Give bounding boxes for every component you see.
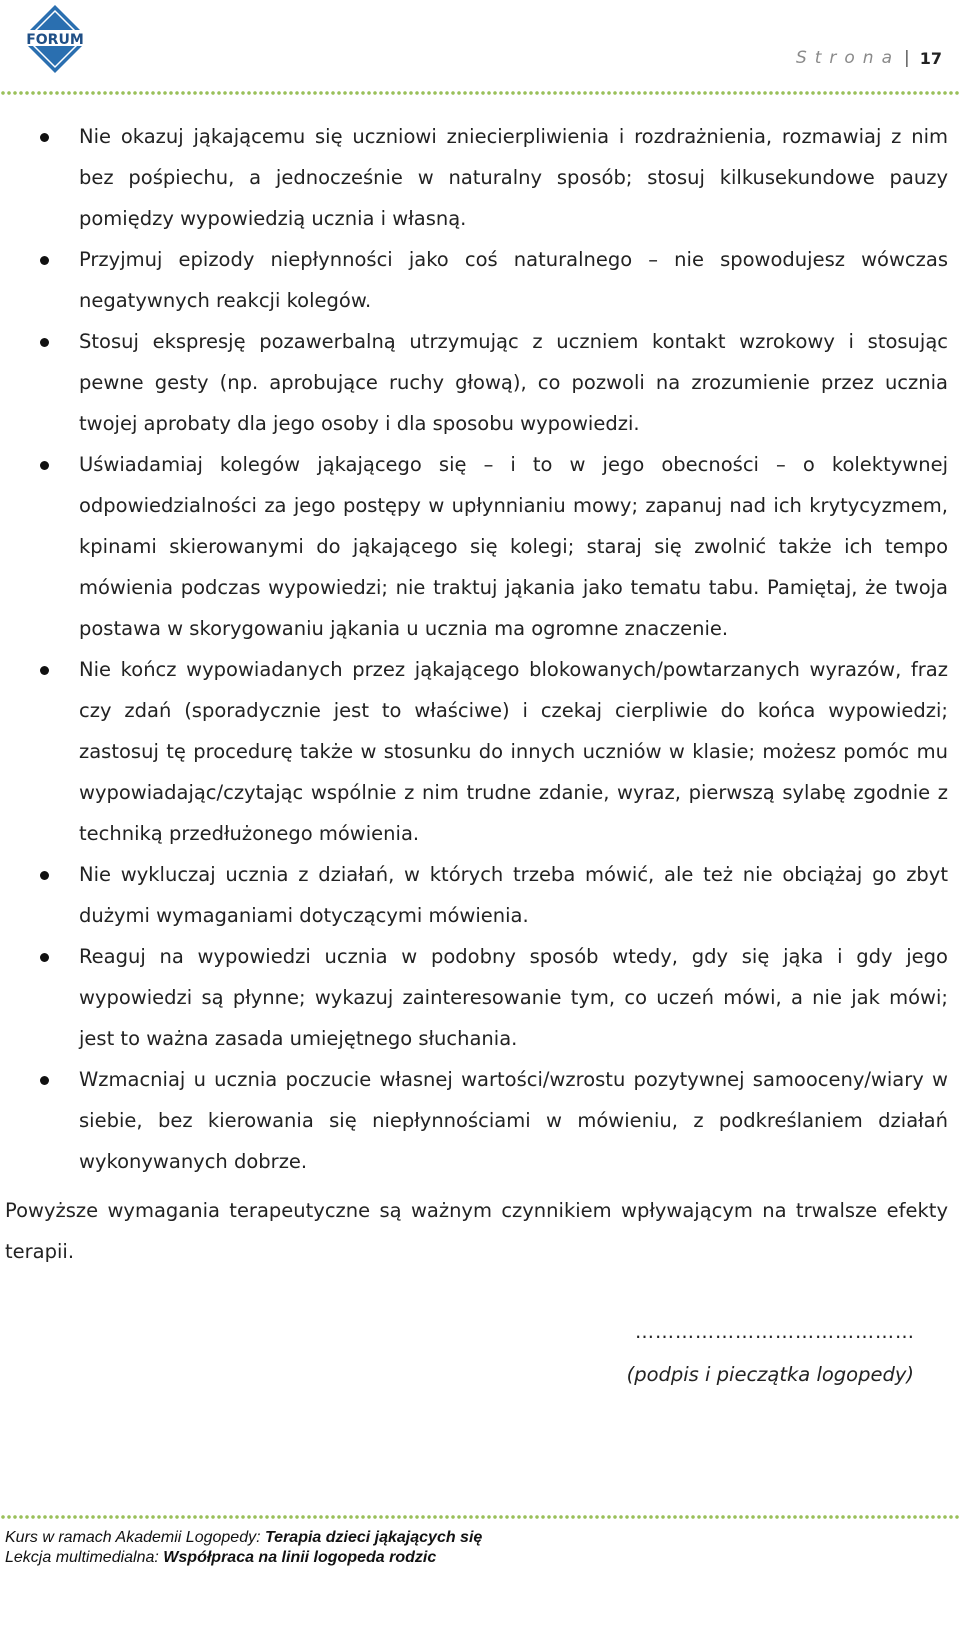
- list-item: [0, 854, 948, 936]
- footer-course-prefix: Kurs w ramach Akademii Logopedy:: [5, 1529, 265, 1546]
- footer-divider: [0, 1514, 960, 1520]
- page-indicator: [796, 48, 942, 68]
- page-number: 17: [919, 48, 942, 68]
- main-content: [0, 116, 948, 1292]
- signature-line: ……………………………………: [635, 1321, 915, 1343]
- bullet-icon: [40, 256, 49, 265]
- list-item-text: Reaguj na wypowiedzi ucznia w podobny sposób wtedy, gdy się jąka i gdy jego wypowiedzi są płynne; wykazuj zainteresowanie tym, co uczeń mówi, a nie jak mówi; jest to ważna zasada umiejętnego słuchania.: [79, 945, 948, 1050]
- list-item: [0, 116, 948, 239]
- list-item: [0, 936, 948, 1059]
- signature-label: (podpis i pieczątka logopedy): [626, 1363, 914, 1386]
- footer-lesson-prefix: Lekcja multimedialna:: [5, 1549, 164, 1566]
- footer-lesson-title: Współpraca na linii logopeda rodzic: [163, 1549, 437, 1566]
- list-item-text: Przyjmuj epizody niepłynności jako coś naturalnego – nie spowodujesz wówczas negatywnych reakcji kolegów.: [79, 248, 948, 312]
- list-item-text: Nie okazuj jąkającemu się uczniowi zniecierpliwienia i rozdrażnienia, rozmawiaj z nim bez pośpiechu, a jednocześnie w naturalny sposób; stosuj kilkusekundowe pauzy pomiędzy wypowiedzią ucznia i własną.: [79, 125, 948, 230]
- recommendation-list: [0, 116, 948, 1182]
- list-item: [0, 239, 948, 321]
- list-item: [0, 444, 948, 649]
- list-item-text: Uświadamiaj kolegów jąkającego się – i to w jego obecności – o kolektywnej odpowiedzialności za jego postępy w upłynnianiu mowy; zapanuj nad ich krytycyzmem, kpinami skierowanymi do jąkającego się kolegi; staraj się zwolnić także ich tempo mówienia podczas wypowiedzi; nie traktuj jąkania jako tematu tabu. Pamiętaj, że twoja postawa w skorygowaniu jąkania u ucznia ma ogromne znaczenie.: [79, 453, 948, 640]
- bullet-icon: [40, 953, 49, 962]
- closing-paragraph: Powyższe wymagania terapeutyczne są ważnym czynnikiem wpływającym na trwalsze efekty terapii.: [5, 1199, 948, 1263]
- list-item-text: Wzmacniaj u ucznia poczucie własnej wartości/wzrostu pozytywnej samooceny/wiary w siebie, bez kierowania się niepłynnościami w mówieniu, z podkreślaniem działań wykonywanych dobrze.: [79, 1068, 948, 1173]
- footer: [5, 1528, 482, 1568]
- footer-lesson-line: [5, 1548, 482, 1568]
- bullet-icon: [40, 133, 49, 142]
- page-word: Strona: [795, 48, 900, 68]
- list-item-text: Nie wykluczaj ucznia z działań, w których trzeba mówić, ale też nie obciążaj go zbyt dużymi wymaganiami dotyczącymi mówienia.: [79, 863, 948, 927]
- bullet-icon: [40, 1076, 49, 1085]
- footer-course-line: [5, 1528, 482, 1548]
- bullet-icon: [40, 666, 49, 675]
- list-item: [0, 321, 948, 444]
- page-separator: |: [904, 48, 910, 68]
- list-item-text: Nie kończ wypowiadanych przez jąkającego blokowanych/powtarzanych wyrazów, fraz czy zdań (sporadycznie jest to właściwe) i czekaj cierpliwie do końca wypowiedzi; zastosuj tę procedurę także w stosunku do innych uczniów w klasie; możesz pomóc mu wypowiadając/czytając wspólnie z nim trudne zdanie, wyraz, pierwszą sylabę zgodnie z techniką przedłużonego mówienia.: [79, 658, 948, 845]
- bullet-icon: [40, 338, 49, 347]
- header-divider: [0, 90, 960, 96]
- logo-text: FORUM: [26, 32, 84, 48]
- forum-logo: [20, 4, 90, 74]
- bullet-icon: [40, 871, 49, 880]
- bullet-icon: [40, 461, 49, 470]
- footer-course-title: Terapia dzieci jąkających się: [264, 1529, 483, 1546]
- list-item-text: Stosuj ekspresję pozawerbalną utrzymując z uczniem kontakt wzrokowy i stosując pewne gesty (np. aprobujące ruchy głową), co pozwoli na zrozumienie przez ucznia twojej aprobaty dla jego osoby i dla sposobu wypowiedzi.: [79, 330, 948, 435]
- list-item: [0, 1059, 948, 1182]
- list-item: [0, 649, 948, 854]
